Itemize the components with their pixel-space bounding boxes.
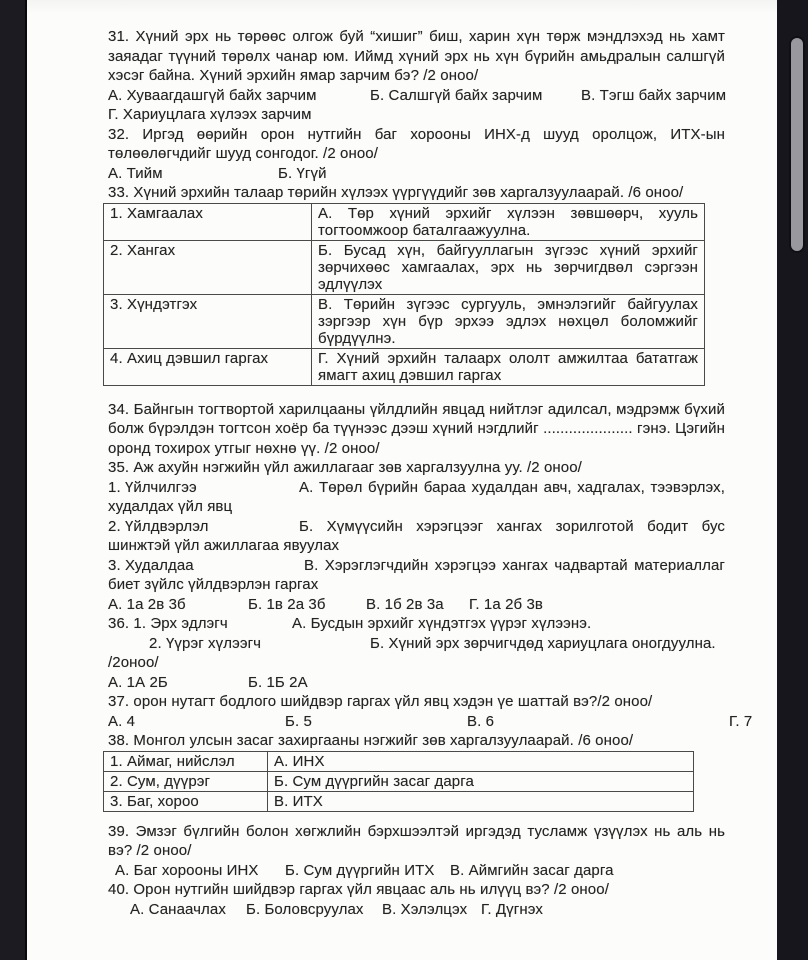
question-35-text: 35. Аж ахуйн нэгжийн үйл ажиллагааг зөв харгалзуулна уу. /2 оноо/ <box>108 459 582 476</box>
question-31-option-g: Г. Хариуцлага хүлээх зарчим <box>108 106 312 123</box>
matching-table-q33 <box>103 203 705 386</box>
table-row <box>104 791 694 811</box>
question-35-pair-3 <box>108 556 725 595</box>
table-cell-term: 4. Ахиц дэвшил гаргах <box>104 348 312 385</box>
question-35-option-v: В. 1б 2в 3а <box>366 595 444 613</box>
question-40-option-v: В. Хэлэлцэх <box>382 900 468 918</box>
pair-term: 36. 1. Эрх эдлэгч <box>108 615 228 632</box>
question-32-options-row <box>108 164 725 184</box>
question-35-pair-2 <box>108 517 725 556</box>
question-37-option-v: В. 6 <box>467 712 495 730</box>
table-row <box>104 294 705 348</box>
pair-definition: Б. Хүний эрх зөрчигчдөд хариуцлага оногдуулна. <box>370 634 716 652</box>
table-cell-term: 1. Аймаг, нийслэл <box>104 751 268 771</box>
question-39-option-a: А. Баг хорооны ИНХ <box>115 861 259 879</box>
question-34-text: 34. Байнгын тогтвортой харилцааны үйлдлийн явцад нийтлэг адилсал, мэдрэмж бүхий болж бүрэлдэн тогтсон хоёр ба түүнээс дээш хүний нэгдлийг ..................... гэнэ. Цэгийн оронд тохирох утгыг нөхнө үү. /2 оноо/ <box>108 400 725 457</box>
question-36-options-row <box>108 673 725 693</box>
question-32-option-a: А. Тийм <box>108 164 163 182</box>
document-page <box>25 0 777 960</box>
question-40-option-b: Б. Боловсруулах <box>246 900 364 918</box>
pair-definition: В. Хэрэглэгчдийн хэрэгцээ хангах чадвартай материаллаг биет зүйлс үйлдвэрлэн гаргах <box>108 556 725 593</box>
table-row <box>104 203 705 240</box>
question-39-options-row <box>108 861 725 881</box>
table-cell-definition: Б. Сум дүүргийн засаг дарга <box>268 771 694 791</box>
table-cell-term: 3. Баг, хороо <box>104 791 268 811</box>
question-31-option-b: Б. Салшгүй байх зарчим <box>370 86 543 104</box>
question-40-option-g: Г. Дүгнэх <box>481 900 543 918</box>
table-cell-definition: Г. Хүний эрхийн талаарх ололт амжилтаа бататгаж ямагт ахиц дэвшил гаргах <box>312 348 705 385</box>
question-31-options-row <box>108 86 725 106</box>
table-row <box>104 348 705 385</box>
viewer-scrollbar-track[interactable] <box>777 0 808 960</box>
question-35-pair-1 <box>108 478 725 517</box>
question-35-option-b: Б. 1в 2а 3б <box>248 595 326 613</box>
question-36-pair-2 <box>108 634 725 654</box>
question-31-option-a: А. Хуваагдашгүй байх зарчим <box>108 86 317 104</box>
table-cell-term: 2. Хангах <box>104 240 312 294</box>
question-31-option-v: В. Тэгш байх зарчим <box>581 86 727 104</box>
question-40-option-a: А. Санаачлах <box>130 900 226 918</box>
table-cell-definition: В. ИТХ <box>268 791 694 811</box>
question-35-options-row <box>108 595 725 615</box>
question-39-option-b: Б. Сум дүүргийн ИТХ <box>285 861 435 879</box>
question-36-score: /2оноо/ <box>108 654 159 671</box>
question-35-option-a: А. 1а 2в 3б <box>108 595 186 613</box>
table-cell-term: 3. Хүндэтгэх <box>104 294 312 348</box>
pair-definition: А. Бусдын эрхийг хүндэтгэх үүрэг хүлээнэ. <box>292 615 592 632</box>
question-37-option-a: А. 4 <box>108 712 136 730</box>
viewer-left-edge <box>0 0 25 960</box>
table-cell-term: 1. Хамгаалах <box>104 203 312 240</box>
question-39-option-v: В. Аймгийн засаг дарга <box>450 861 614 879</box>
table-cell-term: 2. Сум, дүүрэг <box>104 771 268 791</box>
pair-term: 3. Худалдаа <box>108 556 194 574</box>
question-39-text: 39. Эмзэг бүлгийн болон хөгжлийн бэрхшээлтэй иргэдэд тусламж үзүүлэх нь аль нь вэ? /2 оноо/ <box>108 822 725 859</box>
table-cell-definition: Б. Бусад хүн, байгууллагын зүгээс хүний эрхийг зөрчихөөс хамгаалах, эрх нь зөрчигдвөл сэргээн эдлүүлэх <box>312 240 705 294</box>
pair-term: 1. Үйлчилгээ <box>108 478 197 496</box>
question-40-text: 40. Орон нутгийн шийдвэр гаргах үйл явцаас аль нь илүүц вэ? /2 оноо/ <box>108 881 609 898</box>
pair-definition: А. Төрөл бүрийн бараа худалдан авч, хадгалах, тээвэрлэх, худалдах үйл явц <box>108 478 725 515</box>
question-36-pair-1 <box>108 614 725 634</box>
question-36-option-b: Б. 1Б 2А <box>248 673 308 691</box>
question-31-text: 31. Хүний эрх нь төрөөс олгож буй “хишиг” биш, харин хүн төрж мэндлэхэд нь хамт заяадаг түүний төрөлх чанар юм. Иймд хүний эрх нь хүн бүрийн амьдралын салшгүй хэсэг байна. Хүний эрхийн ямар зарчим бэ? /2 оноо/ <box>108 28 725 84</box>
question-37-options-row <box>108 712 753 732</box>
question-38-text: 38. Монгол улсын засаг захиргааны нэгжийг зөв харгалзуулаарай. /6 оноо/ <box>108 732 634 749</box>
question-32-text: 32. Иргэд өөрийн орон нутгийн баг хорооны ИНХ-д шууд оролцож, ИТХ-ын төлөөлөгчдийг шууд сонгодог. /2 оноо/ <box>108 125 725 162</box>
question-36-option-a: А. 1А 2Б <box>108 673 168 691</box>
question-33-text: 33. Хүний эрхийн талаар төрийн хүлээх үүргүүдийг зөв харгалзуулаарай. /6 оноо/ <box>108 184 684 201</box>
table-cell-definition: В. Төрийн зүгээс сургууль, эмнэлэгийг байгуулах зэргээр хүн бүр эрхээ эдлэх нөхцөл боломжийг бүрдүүлнэ. <box>312 294 705 348</box>
question-37-option-b: Б. 5 <box>285 712 312 730</box>
table-row <box>104 240 705 294</box>
document-content <box>108 27 753 919</box>
question-40-options-row <box>108 900 725 920</box>
question-37-text: 37. орон нутагт бодлого шийдвэр гаргах үйл явц хэдэн үе шаттай вэ?/2 оноо/ <box>108 693 653 710</box>
pair-term: 2. Үйлдвэрлэл <box>108 517 209 535</box>
matching-table-q38 <box>103 751 694 812</box>
table-cell-definition: А. Төр хүний эрхийг хүлээн зөвшөөрч, хууль тогтоомжоор баталгаажуулна. <box>312 203 705 240</box>
table-row <box>104 751 694 771</box>
table-cell-definition: А. ИНХ <box>268 751 694 771</box>
table-row <box>104 771 694 791</box>
pair-term: 2. Үүрэг хүлээгч <box>149 634 262 652</box>
question-35-option-g: Г. 1а 2б 3в <box>469 595 543 613</box>
question-32-option-b: Б. Үгүй <box>278 164 327 182</box>
scrollbar-thumb[interactable] <box>791 38 803 251</box>
question-37-option-g: Г. 7 <box>729 712 753 730</box>
pair-definition: Б. Хүмүүсийн хэрэгцээг хангах зорилготой бодит бус шинжтэй үйл ажиллагаа явуулах <box>108 517 725 554</box>
